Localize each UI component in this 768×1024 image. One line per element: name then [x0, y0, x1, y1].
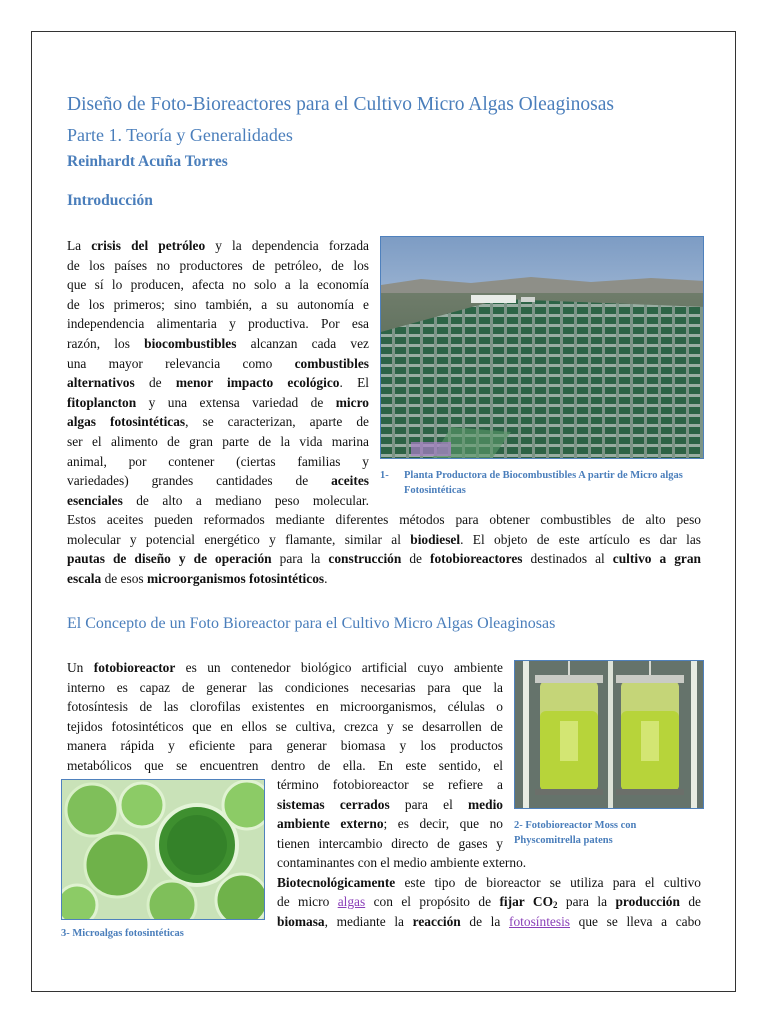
figure-microalgae-image — [61, 779, 265, 920]
link-algas[interactable]: algas — [337, 894, 366, 910]
text-line: Biotecnológicamente este tipo de bioreactor se utiliza para el cultivo — [277, 874, 701, 890]
section-heading-concept: El Concepto de un Foto Bioreactor para el Cultivo Micro Algas Oleaginosas — [67, 615, 556, 632]
figure3-caption: 3- Microalgas fotosintéticas — [61, 928, 184, 939]
text-line: independencia alimentaria y productiva. Por esa — [67, 316, 369, 332]
text-line: tejidos fotosintéticos que en ellos se cultiva, crezca y se desarrollen de — [67, 718, 503, 734]
text-line: que sí lo producen, afecta no solo a la economía — [67, 277, 369, 293]
figure2-caption: 2- Fotobioreactor Moss con Physcomitrella patens — [514, 820, 637, 846]
text-line: molecular y potencial energético y flamante, similar al biodiesel. El objeto de este artículo es dar las — [67, 531, 701, 547]
text-line: una mayor relevancia como combustibles — [67, 355, 369, 371]
document-subtitle: Parte 1. Teoría y Generalidades — [67, 125, 293, 145]
text-line: biomasa, mediante la reacción de la fotosíntesis que se lleva a cabo — [277, 913, 701, 929]
microalgae-illustration — [62, 780, 265, 920]
text-line: tienen intercambio directo de gases y — [277, 835, 503, 851]
text-line: razón, los biocombustibles alcanzan cada vez — [67, 335, 369, 351]
text-line: esenciales de alto a mediano peso molecular. — [67, 492, 369, 508]
intro-heading: Introducción — [67, 192, 153, 209]
text-line: metabólicos que se encuentren dentro de ella. En este sentido, el — [67, 757, 503, 773]
author-name: Reinhardt Acuña Torres — [67, 153, 228, 170]
text-line: de micro algas con el propósito de fijar $CO_2$ para la producción de — [277, 894, 701, 911]
figure-algae-plant-image — [380, 236, 704, 459]
text-line: interno es capaz de generar las condiciones necesarias para que la — [67, 679, 503, 695]
text-line: manera rápida y eficiente para generar biomasa y los productos — [67, 738, 503, 754]
text-line: ambiente externo; es decir, que no — [277, 816, 503, 832]
text-line: algas fotosintéticas, se caracterizan, aparte de — [67, 414, 369, 430]
figure1-caption: Planta Productora de Biocombustibles A partir de Micro algas Fotosintéticas — [404, 470, 683, 496]
text-line: de los países no productores de petróleo, de los — [67, 257, 369, 273]
link-fotosintesis[interactable]: fotosíntesis — [509, 913, 571, 929]
text-line: sistemas cerrados para el medio — [277, 796, 503, 812]
text-line: escala de esos microorganismos fotosintéticos. — [67, 570, 328, 586]
figure1-number: 1- — [380, 470, 389, 481]
text-line: de los primeros; sino también, a su autonomía e — [67, 296, 369, 312]
text-line: contaminantes con el medio ambiente externo. — [277, 855, 527, 870]
text-line: Estos aceites pueden reformados mediante diferentes métodos para obtener combustibles de alto peso — [67, 512, 701, 527]
text-line: La crisis del petróleo y la dependencia forzada — [67, 238, 369, 253]
text-line: ser el alimento de gran parte de la vida marina — [67, 433, 369, 449]
text-line: alternativos de menor impacto ecológico. El — [67, 375, 369, 391]
text-line: fitoplancton y una extensa variedad de micro — [67, 394, 369, 410]
text-line: término fotobioreactor se refiere a — [277, 777, 503, 792]
concept-paragraph-top — [67, 658, 503, 776]
concept-paragraph-bottom — [277, 853, 701, 931]
text-line: fotosíntesis de las clorofilas existentes en microorganismos, células o — [67, 699, 503, 715]
algae-plant-illustration — [381, 237, 704, 459]
concept-paragraph-middle — [277, 775, 503, 853]
text-line: variedades) grandes cantidades de aceites — [67, 473, 369, 489]
text-line: pautas de diseño y de operación para la construcción de fotobioreactores destinados al cultivo a gran — [67, 551, 701, 567]
figure-photobioreactor-image — [514, 660, 704, 809]
document-title: Diseño de Foto-Bioreactores para el Cultivo Micro Algas Oleaginosas — [67, 94, 614, 115]
intro-paragraph-wide — [67, 510, 701, 588]
photobioreactor-illustration — [515, 661, 704, 809]
text-line: Un fotobioreactor es un contenedor biológico artificial cuyo ambiente — [67, 660, 503, 675]
intro-paragraph-narrow — [67, 236, 369, 510]
text-line: animal, por contener (ciertas familias y — [67, 453, 369, 469]
